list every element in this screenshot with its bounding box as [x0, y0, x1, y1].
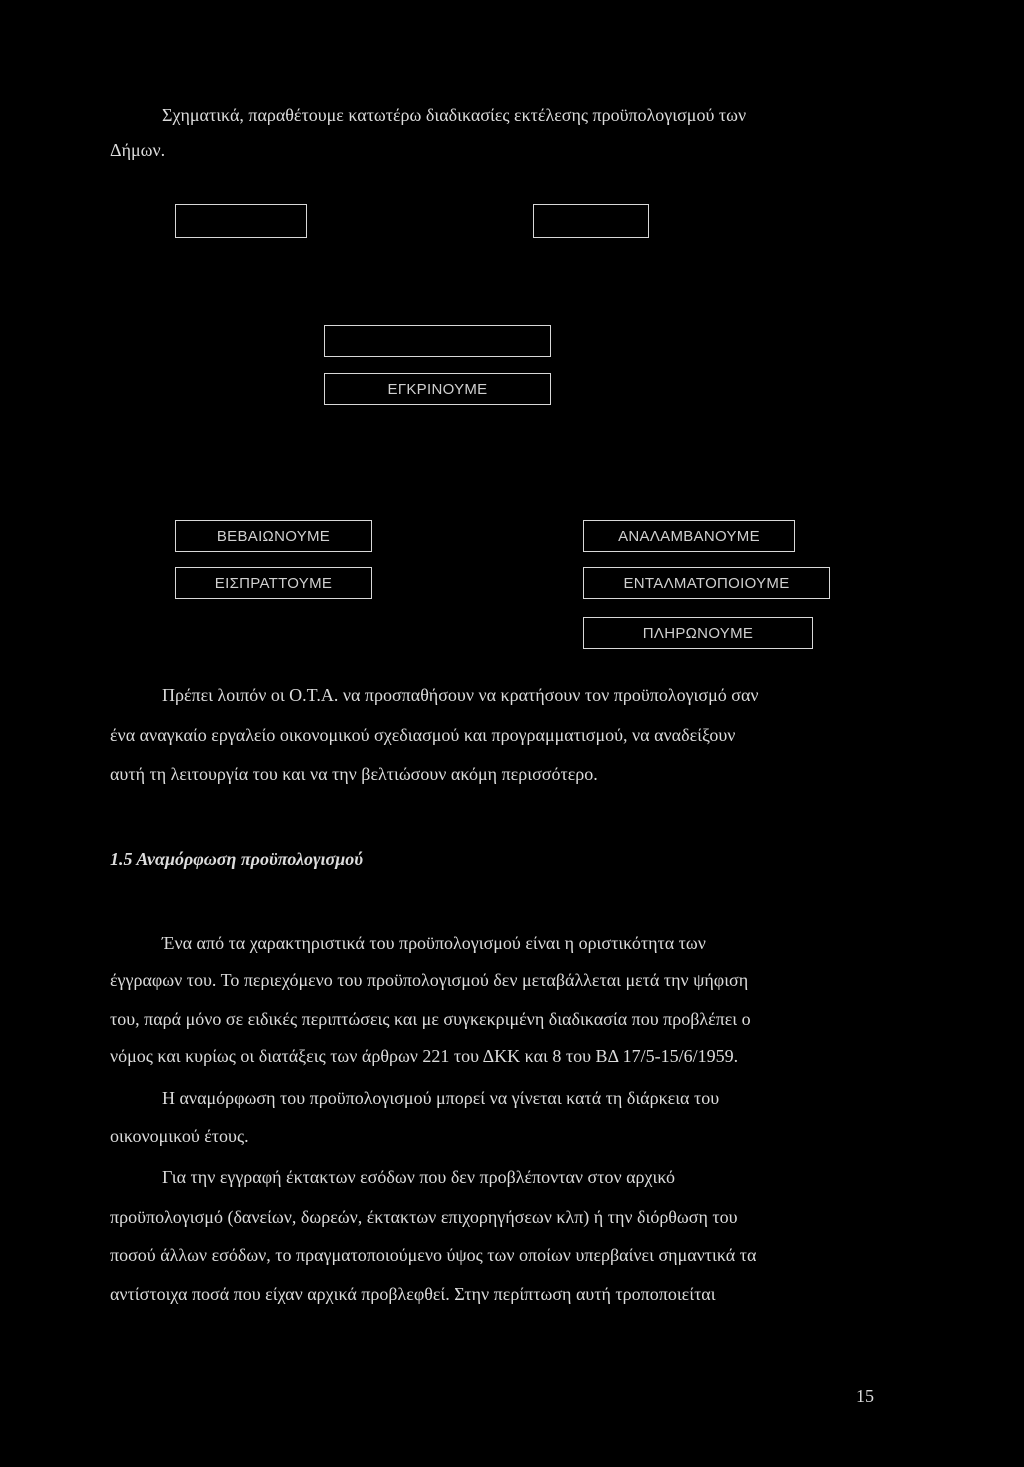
- diagram-box-commit: ΑΝΑΛΑΜΒΑΝΟΥΜΕ: [583, 520, 795, 552]
- para2-line-1: Ένα από τα χαρακτηριστικά του προϋπολογισμού είναι η οριστικότητα των: [162, 933, 706, 953]
- intro-line-2: Δήμων.: [110, 140, 166, 160]
- para3-line-2: οικονομικού έτους.: [110, 1126, 249, 1146]
- para2-line-4: νόμος και κυρίως οι διατάξεις των άρθρων 221 του ΔΚΚ και 8 του ΒΔ 17/5-15/6/1959.: [110, 1046, 739, 1066]
- diagram-box-middle-top: [324, 325, 551, 357]
- diagram-box-confirm: ΒΕΒΑΙΩΝΟΥΜΕ: [175, 520, 372, 552]
- diagram-box-collect: ΕΙΣΠΡΑΤΤΟΥΜΕ: [175, 567, 372, 599]
- para4-line-3: ποσού άλλων εσόδων, το πραγματοποιούμενο ύψος των οποίων υπερβαίνει σημαντικά τα: [110, 1245, 757, 1265]
- para1-line-3: αυτή τη λειτουργία του και να την βελτιώσουν ακόμη περισσότερο.: [110, 764, 598, 784]
- para2-line-3: του, παρά μόνο σε ειδικές περιπτώσεις και με συγκεκριμένη διαδικασία που προβλέπει ο: [110, 1009, 751, 1029]
- diagram-box-order: ΕΝΤΑΛΜΑΤΟΠΟΙΟΥΜΕ: [583, 567, 830, 599]
- intro-line-1: Σχηματικά, παραθέτουμε κατωτέρω διαδικασίες εκτέλεσης προϋπολογισμού των: [162, 105, 747, 125]
- para4-line-2: προϋπολογισμό (δανείων, δωρεών, έκτακτων επιχορηγήσεων κλπ) ή την διόρθωση του: [110, 1207, 738, 1227]
- page-number: 15: [856, 1386, 874, 1406]
- para1-line-2: ένα αναγκαίο εργαλείο οικονομικού σχεδιασμού και προγραμματισμού, να αναδείξουν: [110, 725, 736, 745]
- para4-line-4: αντίστοιχα ποσά που είχαν αρχικά προβλεφθεί. Στην περίπτωση αυτή τροποποιείται: [110, 1284, 716, 1304]
- para4-line-1: Για την εγγραφή έκτακτων εσόδων που δεν προβλέπονταν στον αρχικό: [162, 1167, 676, 1187]
- para1-line-1: Πρέπει λοιπόν οι Ο.Τ.Α. να προσπαθήσουν να κρατήσουν τον προϋπολογισμό σαν: [162, 685, 759, 705]
- section-heading: 1.5 Αναμόρφωση προϋπολογισμού: [110, 849, 364, 869]
- diagram-box-pay: ΠΛΗΡΩΝΟΥΜΕ: [583, 617, 813, 649]
- diagram-box-top-right: [533, 204, 649, 238]
- diagram-box-top-left: [175, 204, 307, 238]
- para2-line-2: έγγραφων του. Το περιεχόμενο του προϋπολογισμού δεν μεταβάλλεται μετά την ψήφιση: [110, 970, 749, 990]
- para3-line-1: Η αναμόρφωση του προϋπολογισμού μπορεί να γίνεται κατά τη διάρκεια του: [162, 1088, 720, 1108]
- diagram-box-approve: ΕΓΚΡΙΝΟΥΜΕ: [324, 373, 551, 405]
